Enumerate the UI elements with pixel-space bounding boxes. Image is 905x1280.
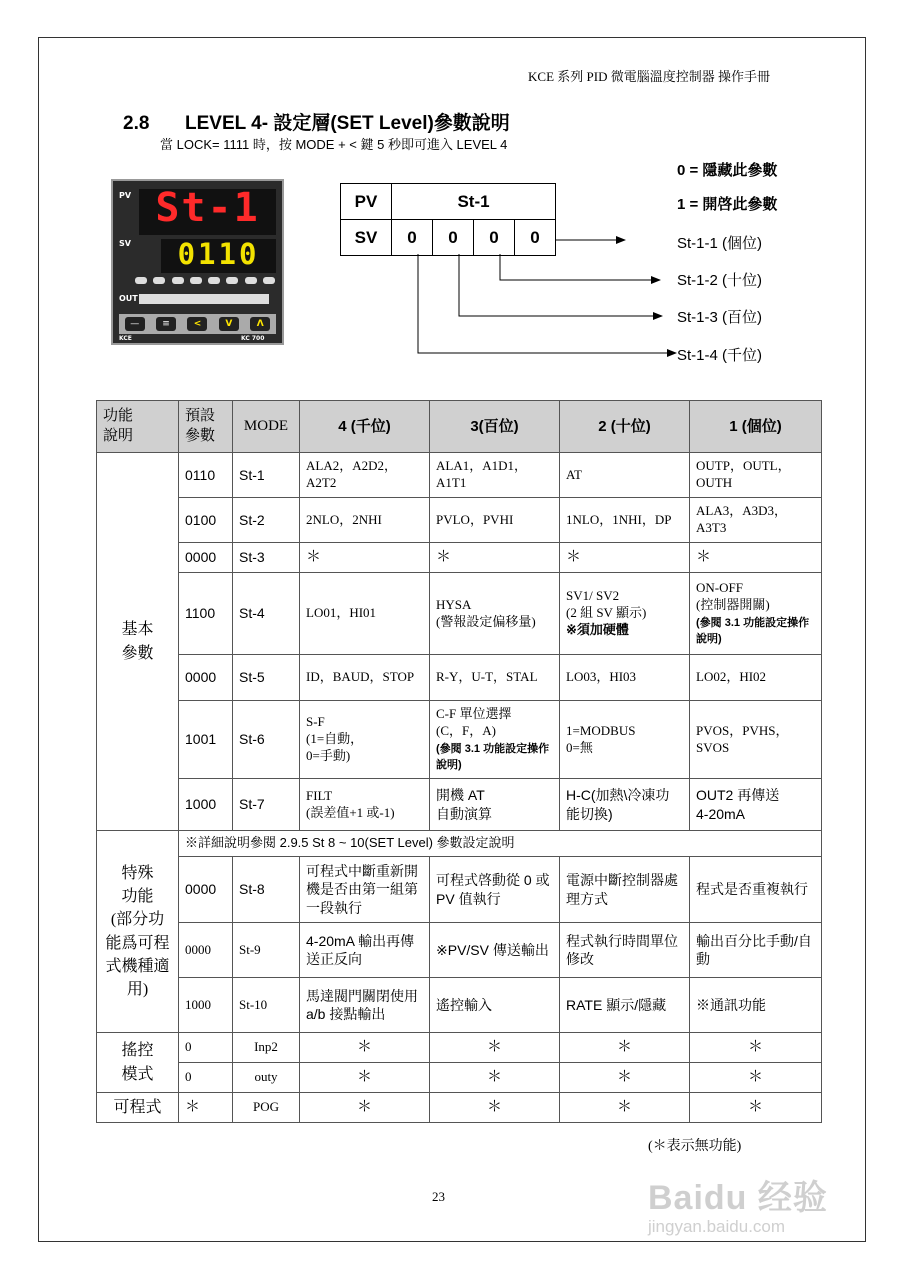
legend-digit-3: St-1-3 (百位)	[677, 309, 763, 326]
table-row	[97, 857, 822, 923]
legend-digit-2: St-1-2 (十位)	[677, 272, 763, 289]
cell-mode: St-1	[233, 453, 300, 498]
cell-mode: St-4	[233, 573, 300, 655]
cell-mode: St-10	[233, 978, 300, 1033]
cell-default: 0000	[179, 857, 233, 923]
header-digit-3: 3(百位)	[430, 401, 560, 453]
cell-d4: ID，BAUD，STOP	[300, 655, 430, 701]
header-digit-2: 2 (十位)	[560, 401, 690, 453]
cell-d1: ALA3，A3D3，A3T3	[690, 498, 822, 543]
page-number: 23	[432, 1189, 445, 1204]
cell-d4: ALA2，A2D2，A2T2	[300, 453, 430, 498]
table-row	[97, 1033, 822, 1063]
cell-d1: ＊	[690, 1033, 822, 1063]
cell-mode: POG	[233, 1093, 300, 1123]
cell-d2: H-C(加熱\冷凍功能切換)	[560, 779, 690, 831]
table-row	[97, 453, 822, 498]
cell-mode: Inp2	[233, 1033, 300, 1063]
device-model: KC 700	[241, 335, 265, 342]
cell-mode: St-5	[233, 655, 300, 701]
cell-d4: ＊	[300, 1063, 430, 1093]
table-row	[97, 543, 822, 573]
cell-mode: St-7	[233, 779, 300, 831]
pv-value: St-1	[392, 184, 556, 220]
header-digit-4: 4 (千位)	[300, 401, 430, 453]
watermark-main: Baidu 经验	[648, 1179, 828, 1217]
cell-d1: ＊	[690, 543, 822, 573]
section-heading	[123, 108, 510, 135]
cell-mode: St-2	[233, 498, 300, 543]
footnote: (＊表示無功能)	[648, 1139, 742, 1154]
cell-d4: S-F (1=自動， 0=手動)	[300, 701, 430, 779]
pv-display	[139, 185, 276, 235]
manual-title: KCE 系列 PID 微電腦溫度控制器 操作手冊	[528, 69, 770, 84]
cell-d4: ＊	[300, 1093, 430, 1123]
cell-d2: ＊	[560, 1063, 690, 1093]
cell-text: ON-OFF (控制器開關)	[696, 579, 770, 612]
legend-show: 1 = 開啓此參數	[677, 196, 778, 213]
cell-d1: PVOS，PVHS，SVOS	[690, 701, 822, 779]
cell-d4: ＊	[300, 1033, 430, 1063]
cell-d3	[430, 701, 560, 779]
header-digit-1: 1 (個位)	[690, 401, 822, 453]
device-sv-label: SV	[119, 239, 131, 248]
cell-default: 0000	[179, 655, 233, 701]
section-number: 2.8	[123, 113, 150, 134]
cell-default: 0100	[179, 498, 233, 543]
sv-display-value: 0110	[177, 237, 260, 271]
cell-d3: 可程式啓動從 0 或 PV 值執行	[430, 857, 560, 923]
cell-d1: 輸出百分比手動/自動	[690, 923, 822, 978]
table-row	[97, 701, 822, 779]
left-key-icon: <	[187, 317, 207, 331]
cell-default: 1000	[179, 779, 233, 831]
cell-default: 1000	[179, 978, 233, 1033]
header-function: 功能 說明	[97, 401, 179, 453]
cell-d2: ＊	[560, 1093, 690, 1123]
cell-d2: LO03，HI03	[560, 655, 690, 701]
pv-label: PV	[341, 184, 392, 220]
sv-digit-4: 0	[392, 220, 433, 256]
cell-d4: 2NLO，2NHI	[300, 498, 430, 543]
up-key-icon: Λ	[250, 317, 270, 331]
table-row	[97, 831, 822, 857]
cell-d4: LO01，HI01	[300, 573, 430, 655]
cell-note: (參閱 3.1 功能設定操作說明)	[436, 742, 550, 772]
cell-d4: ＊	[300, 543, 430, 573]
cell-default: 0	[179, 1063, 233, 1093]
table-row	[97, 498, 822, 543]
group-basic: 基本 參數	[97, 453, 179, 831]
cell-d1: OUTP，OUTL，OUTH	[690, 453, 822, 498]
table-row	[97, 779, 822, 831]
sv-display	[161, 239, 276, 273]
table-header-row	[97, 401, 822, 453]
pv-display-value: St-1	[155, 185, 260, 231]
group-program: 可程式	[97, 1093, 179, 1123]
cell-text: SV1/ SV2 (2 組 SV 顯示)	[566, 588, 647, 621]
cell-default: 0	[179, 1033, 233, 1063]
cell-d3: ＊	[430, 1093, 560, 1123]
cell-d4: 4-20mA 輸出再傳送正反向	[300, 923, 430, 978]
cell-mode: St-8	[233, 857, 300, 923]
cell-text: C-F 單位選擇 (C，F，A)	[436, 705, 512, 738]
cell-mode: St-6	[233, 701, 300, 779]
parameter-table	[96, 400, 822, 1123]
watermark-url: jingyan.baidu.com	[648, 1217, 786, 1236]
table-row	[97, 1063, 822, 1093]
cell-note: ※須加硬體	[566, 621, 629, 637]
cell-d2: 1NLO，1NHI，DP	[560, 498, 690, 543]
cell-d2: ＊	[560, 543, 690, 573]
cell-d3: ※PV/SV 傳送輸出	[430, 923, 560, 978]
table-row	[97, 655, 822, 701]
cell-d1: ＊	[690, 1093, 822, 1123]
cell-d2: 1=MODBUS 0=無	[560, 701, 690, 779]
sv-digit-3: 0	[433, 220, 474, 256]
baidu-watermark	[648, 1170, 828, 1237]
cell-d1: ＊	[690, 1063, 822, 1093]
legend-digit-1: St-1-1 (個位)	[677, 235, 763, 252]
cell-default: 1001	[179, 701, 233, 779]
cell-mode: St-3	[233, 543, 300, 573]
cell-mode: St-9	[233, 923, 300, 978]
cell-default: 0110	[179, 453, 233, 498]
cell-d3: 遙控輸入	[430, 978, 560, 1033]
cell-d2: ＊	[560, 1033, 690, 1063]
table-row	[97, 573, 822, 655]
header-mode: MODE	[233, 401, 300, 453]
cell-d4: 可程式中斷重新開機是否由第一組第一段執行	[300, 857, 430, 923]
cell-d4: 馬達閥門關閉使用 a/b 接點輸出	[300, 978, 430, 1033]
sv-digit-1: 0	[515, 220, 556, 256]
section-title: LEVEL 4- 設定層(SET Level)參數說明	[185, 113, 510, 134]
cell-d3: R-Y，U-T，STAL	[430, 655, 560, 701]
cell-d1: ※通訊功能	[690, 978, 822, 1033]
device-out-label: OUT	[119, 294, 138, 303]
cell-d3: ＊	[430, 543, 560, 573]
header-default: 預設 參數	[179, 401, 233, 453]
cell-d1: LO02，HI02	[690, 655, 822, 701]
cell-d3: ALA1，A1D1，A1T1	[430, 453, 560, 498]
cell-d2: 程式執行時間單位修改	[560, 923, 690, 978]
table-row	[97, 978, 822, 1033]
cell-d4: FILT (誤差值+1 或-1)	[300, 779, 430, 831]
legend-digit-4: St-1-4 (千位)	[677, 347, 763, 364]
cell-d3: PVLO，PVHI	[430, 498, 560, 543]
cell-default: ＊	[179, 1093, 233, 1123]
table-row	[97, 923, 822, 978]
cell-note: (參閱 3.1 功能設定操作說明)	[696, 616, 810, 646]
special-note: ※詳細說明參閱 2.9.5 St 8 ~ 10(SET Level) 參數設定說明	[179, 831, 822, 857]
sv-label: SV	[341, 220, 392, 256]
cell-d1	[690, 573, 822, 655]
device-pv-label: PV	[119, 191, 132, 200]
cell-mode: outy	[233, 1063, 300, 1093]
set-key-icon: ≡	[156, 317, 176, 331]
pv-sv-table	[340, 183, 556, 256]
cell-d2	[560, 573, 690, 655]
cell-d2: 電源中斷控制器處理方式	[560, 857, 690, 923]
cell-default: 0000	[179, 923, 233, 978]
device-brand: KCE	[119, 335, 132, 342]
table-row	[97, 1093, 822, 1123]
group-special: 特殊 功能 (部分功 能爲可程 式機種適 用)	[97, 831, 179, 1033]
cell-d3: ＊	[430, 1033, 560, 1063]
mode-key-icon: —	[125, 317, 145, 331]
cell-d3: HYSA (警報設定偏移量)	[430, 573, 560, 655]
device-button-row	[119, 314, 276, 334]
cell-d1: OUT2 再傳送 4-20mA	[690, 779, 822, 831]
down-key-icon: V	[219, 317, 239, 331]
indicator-leds	[135, 277, 275, 285]
legend-hide: 0 = 隱藏此參數	[677, 162, 778, 179]
cell-d3: ＊	[430, 1063, 560, 1093]
cell-default: 1100	[179, 573, 233, 655]
controller-device-image	[111, 179, 284, 345]
sv-digit-2: 0	[474, 220, 515, 256]
cell-d2: AT	[560, 453, 690, 498]
cell-d1: 程式是否重複執行	[690, 857, 822, 923]
cell-default: 0000	[179, 543, 233, 573]
group-manual: 搖控 模式	[97, 1033, 179, 1093]
cell-d2: RATE 顯示/隱藏	[560, 978, 690, 1033]
output-bargraph	[139, 294, 269, 304]
cell-d3: 開機 AT 自動演算	[430, 779, 560, 831]
section-subtitle: 當 LOCK= 1111 時，按 MODE + < 鍵 5 秒即可進入 LEVEL 4	[160, 137, 508, 152]
